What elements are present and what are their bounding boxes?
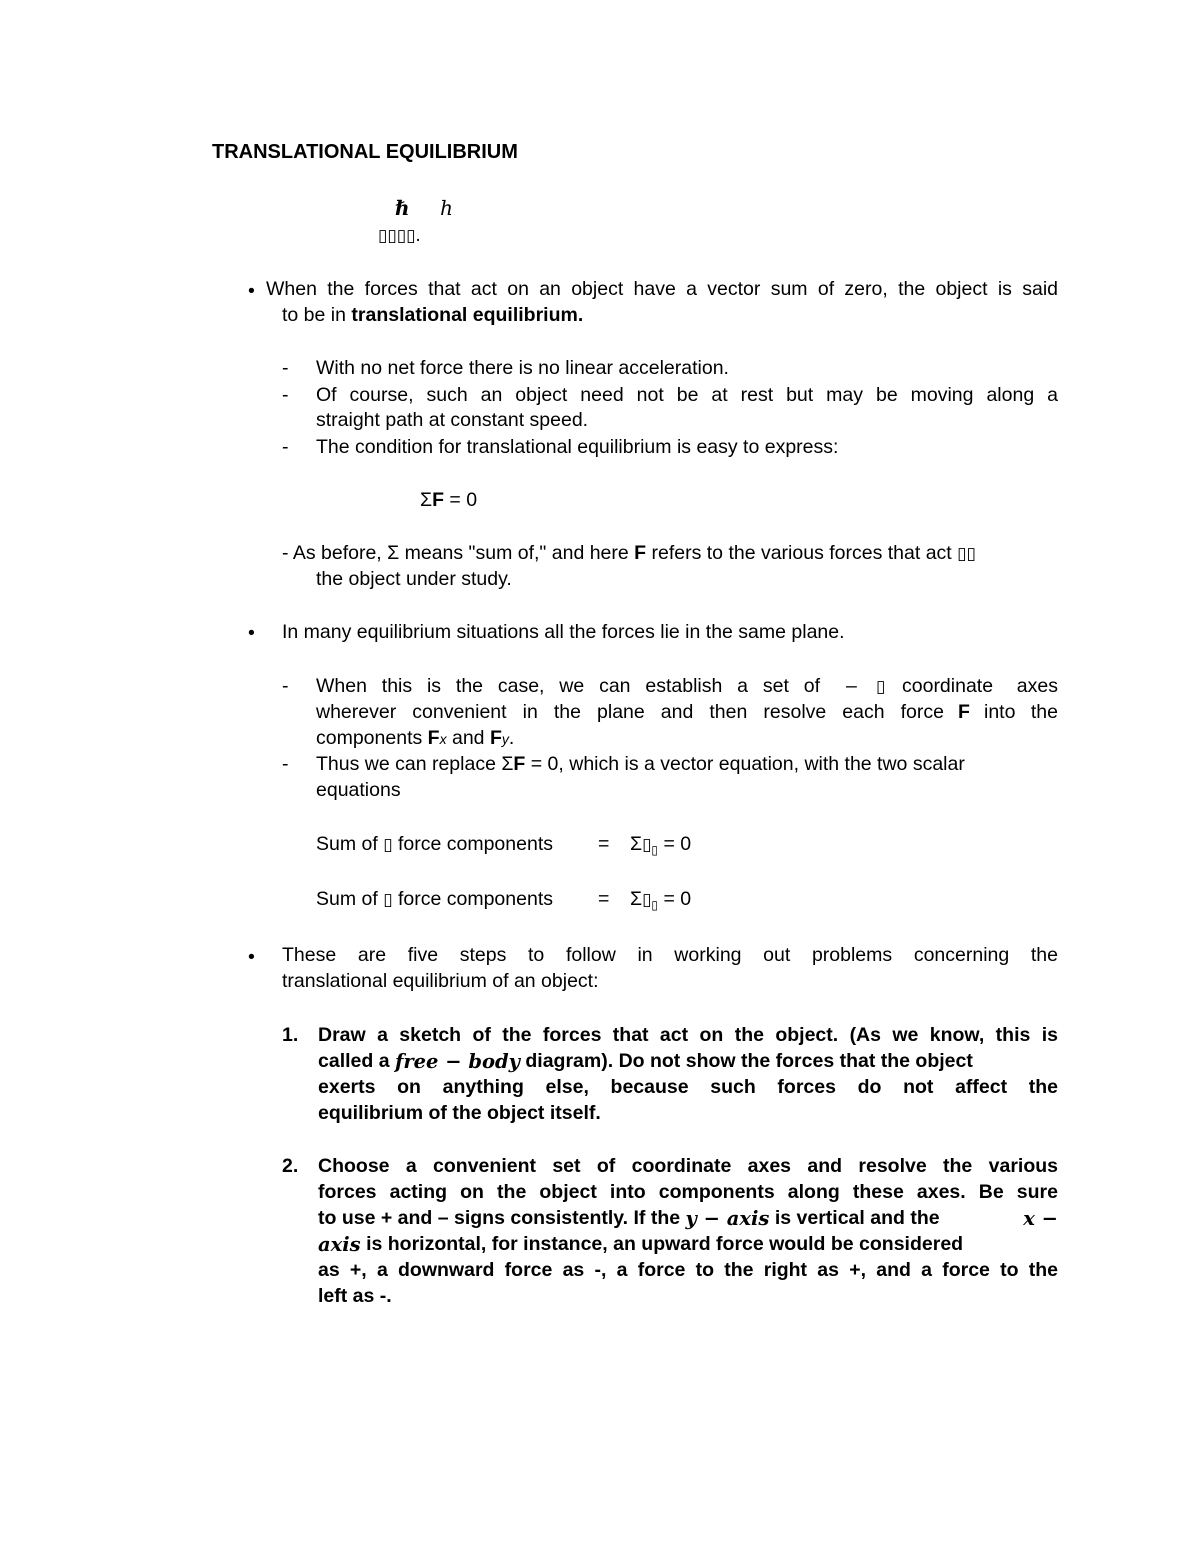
step2-line5: as +, a downward force as -, a force to the right as +, and a force to the [318, 1259, 1058, 1281]
b2-dash2-line1: Thus we can replace Σ F = 0, which is a vector equation, with the two scalar [316, 753, 965, 775]
dash3-text: The condition for translational equilibrium is easy to express: [316, 436, 839, 458]
dash-icon: - [282, 436, 289, 458]
sum-x-expression: $\Sigma▯_▯ = 0$ [630, 833, 692, 857]
step1-line1: Draw a sketch of the forces that act on the object. (As we know, this is [318, 1024, 1058, 1046]
step2-line1: Choose a convenient set of coordinate axes and resolve the various [318, 1155, 1058, 1177]
dash-icon: - [282, 753, 289, 775]
dash-icon: - [282, 675, 289, 697]
as-before-line1: - As before, Σ means "sum of," and here F refers to the various forces that act ▯▯ [282, 542, 976, 564]
bullet3-line2: translational equilibrium of an object: [282, 970, 599, 992]
step1-line3: exerts on anything else, because such forces do not affect the [318, 1076, 1058, 1098]
b2-dash1-line2: wherever convenient in the plane and then resolve each force F into the [316, 701, 1058, 723]
sum-x-label: Sum of ▯ force components [316, 833, 553, 855]
bullet1-line2: to be in translational equilibrium. [282, 304, 584, 326]
b2-dash1-line1a: When this is the case, we can establish a set of [316, 675, 820, 697]
dash2-line1: Of course, such an object need not be at rest but may be moving along a [316, 384, 1058, 406]
b2-dash1-line3: components Fx and Fy. [316, 727, 515, 749]
dash-icon: - [282, 357, 289, 379]
step2-line6: left as -. [318, 1285, 392, 1307]
step2-line3: to use + and – signs consistently. If the y − axis is vertical and the x − [318, 1207, 1058, 1230]
bullet2-text: In many equilibrium situations all the forces lie in the same plane. [282, 621, 845, 643]
step1-number: 1. [282, 1024, 299, 1046]
dash1-text: With no net force there is no linear acceleration. [316, 357, 729, 379]
step2-line2: forces acting on the object into components along these axes. Be sure [318, 1181, 1058, 1203]
en-dash: – [846, 675, 857, 697]
as-before-line2: the object under study. [316, 568, 512, 590]
missing-glyph: ▯ [876, 677, 886, 697]
bullet-icon: • [248, 280, 255, 302]
sum-y-expression: $\Sigma▯_▯ = 0$ [630, 888, 692, 912]
step2-line4: axis is horizontal, for instance, an upward force would be considered [318, 1233, 964, 1256]
bullet-icon: • [248, 622, 255, 644]
page-title: TRANSLATIONAL EQUILIBRIUM [212, 141, 518, 163]
sum-y-label: Sum of ▯ force components [316, 888, 553, 910]
bullet-icon: • [248, 946, 255, 968]
b2-dash2-line2: equations [316, 779, 401, 801]
hbar-symbol: ℏ [395, 196, 410, 220]
dash-icon: - [282, 384, 289, 406]
dash2-line2: straight path at constant speed. [316, 409, 589, 431]
bullet3-line1: These are five steps to follow in working out problems concerning the [282, 944, 1058, 966]
step2-number: 2. [282, 1155, 299, 1177]
step1-line4: equilibrium of the object itself. [318, 1102, 601, 1124]
missing-glyph-text: ▯▯▯▯. [378, 226, 421, 246]
b2-dash1-line1b: coordinate axes [902, 675, 1058, 697]
h-symbol: ℎ [440, 196, 453, 220]
sum-x-equals: = [598, 833, 610, 855]
sum-y-equals: = [598, 888, 610, 910]
bullet1-line1: When the forces that act on an object have a vector sum of zero, the object is said [266, 278, 1058, 300]
step1-line2: called a free − body diagram). Do not show the forces that the object [318, 1050, 973, 1073]
equilibrium-equation: ΣF = 0 [420, 489, 478, 511]
